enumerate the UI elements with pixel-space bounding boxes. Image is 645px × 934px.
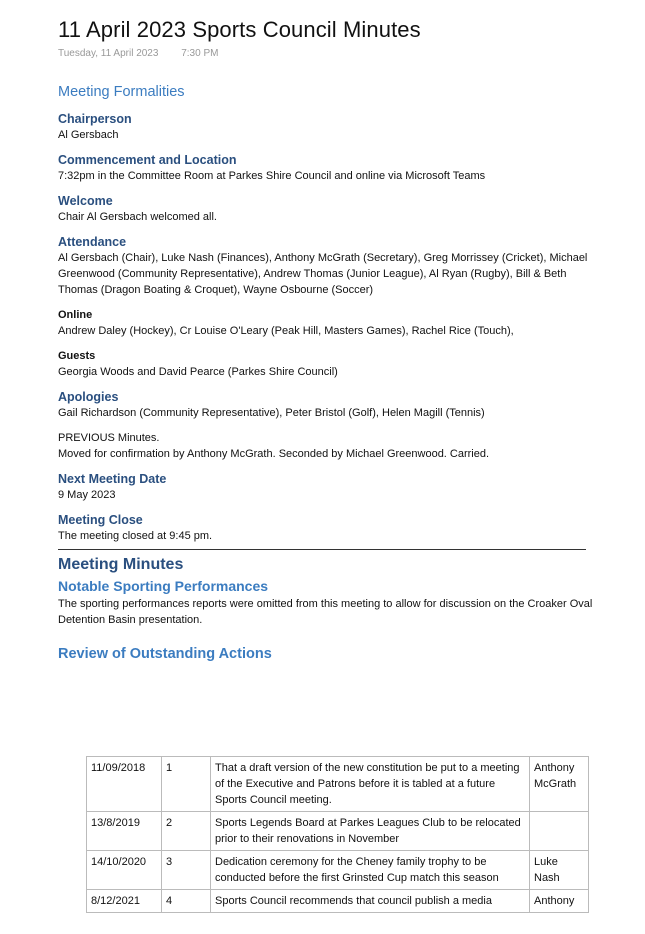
welcome-text: Chair Al Gersbach welcomed all.	[58, 211, 217, 223]
attendance-title: Attendance	[58, 235, 127, 249]
meeting-time: 7:30 PM	[181, 48, 219, 59]
table-row	[87, 890, 589, 913]
action-date: 11/09/2018	[87, 757, 162, 812]
meeting-close-text: The meeting closed at 9:45 pm.	[58, 530, 213, 542]
attendance-section	[58, 234, 598, 298]
meeting-date: Tuesday, 11 April 2023	[58, 48, 159, 59]
next-meeting-title: Next Meeting Date	[58, 472, 167, 486]
outstanding-actions-heading: Review of Outstanding Actions	[58, 646, 272, 662]
notable-performances-heading: Notable Sporting Performances	[58, 578, 269, 594]
online-text: Andrew Daley (Hockey), Cr Louise O'Leary (Peak Hill, Masters Games), Rachel Rice (Touch),	[58, 325, 514, 337]
formalities-heading: Meeting Formalities	[58, 84, 185, 100]
next-meeting-text: 9 May 2023	[58, 489, 116, 501]
outstanding-actions-table	[86, 756, 589, 913]
section-divider	[58, 549, 586, 550]
online-section	[58, 307, 598, 339]
guests-section	[58, 348, 598, 380]
location-title: Commencement and Location	[58, 153, 237, 167]
action-owner	[530, 812, 589, 851]
notable-performances-text: The sporting performances reports were omitted from this meeting to allow for discussion on the Croaker Oval Detention Basin presentation.	[58, 598, 593, 626]
apologies-section	[58, 389, 598, 421]
action-date: 14/10/2020	[87, 851, 162, 890]
location-section	[58, 152, 598, 184]
apologies-text: Gail Richardson (Community Representative), Peter Bristol (Golf), Helen Magill (Tennis)	[58, 407, 485, 419]
previous-minutes-motion: Moved for confirmation by Anthony McGrath. Seconded by Michael Greenwood. Carried.	[58, 448, 490, 460]
action-owner: Luke Nash	[530, 851, 589, 890]
next-meeting-section	[58, 471, 598, 503]
action-owner: Anthony McGrath	[530, 757, 589, 812]
chairperson-title: Chairperson	[58, 112, 132, 126]
action-number: 1	[162, 757, 211, 812]
action-date: 13/8/2019	[87, 812, 162, 851]
apologies-title: Apologies	[58, 390, 119, 404]
action-date: 8/12/2021	[87, 890, 162, 913]
table-row	[87, 757, 589, 812]
action-text: Sports Legends Board at Parkes Leagues Club to be relocated prior to their renovations in November	[211, 812, 530, 851]
action-number: 2	[162, 812, 211, 851]
action-number: 3	[162, 851, 211, 890]
chairperson-section	[58, 111, 598, 143]
guests-title: Guests	[58, 350, 96, 362]
minutes-document	[58, 14, 598, 664]
welcome-section	[58, 193, 598, 225]
action-number: 4	[162, 890, 211, 913]
previous-minutes	[58, 430, 598, 462]
guests-text: Georgia Woods and David Pearce (Parkes Shire Council)	[58, 366, 338, 378]
action-owner: Anthony	[530, 890, 589, 913]
minutes-heading: Meeting Minutes	[58, 556, 184, 573]
action-text: Sports Council recommends that council publish a media	[211, 890, 530, 913]
meeting-datetime	[58, 48, 598, 64]
page-title: 11 April 2023 Sports Council Minutes	[58, 17, 421, 42]
attendance-text: Al Gersbach (Chair), Luke Nash (Finances), Anthony McGrath (Secretary), Greg Morrissey (Cricket), Michael Greenwood (Community Representative), Andrew Thomas (Junior League), Al Ryan (Rugby), Bill & Beth Thomas (Dragon Boating & Croquet), Wayne Osbourne (Soccer)	[58, 252, 588, 296]
chairperson-text: Al Gersbach	[58, 129, 119, 141]
welcome-title: Welcome	[58, 194, 113, 208]
location-text: 7:32pm in the Committee Room at Parkes Shire Council and online via Microsoft Teams	[58, 170, 486, 182]
table-row	[87, 812, 589, 851]
action-text: That a draft version of the new constitution be put to a meeting of the Executive and Patrons before it is tabled at a future Sports Council meeting.	[211, 757, 530, 812]
action-text: Dedication ceremony for the Cheney family trophy to be conducted before the first Grinsted Cup match this season	[211, 851, 530, 890]
meeting-close-section	[58, 512, 598, 544]
table-row	[87, 851, 589, 890]
previous-minutes-label: PREVIOUS Minutes.	[58, 432, 160, 444]
online-title: Online	[58, 309, 93, 321]
meeting-close-title: Meeting Close	[58, 513, 143, 527]
